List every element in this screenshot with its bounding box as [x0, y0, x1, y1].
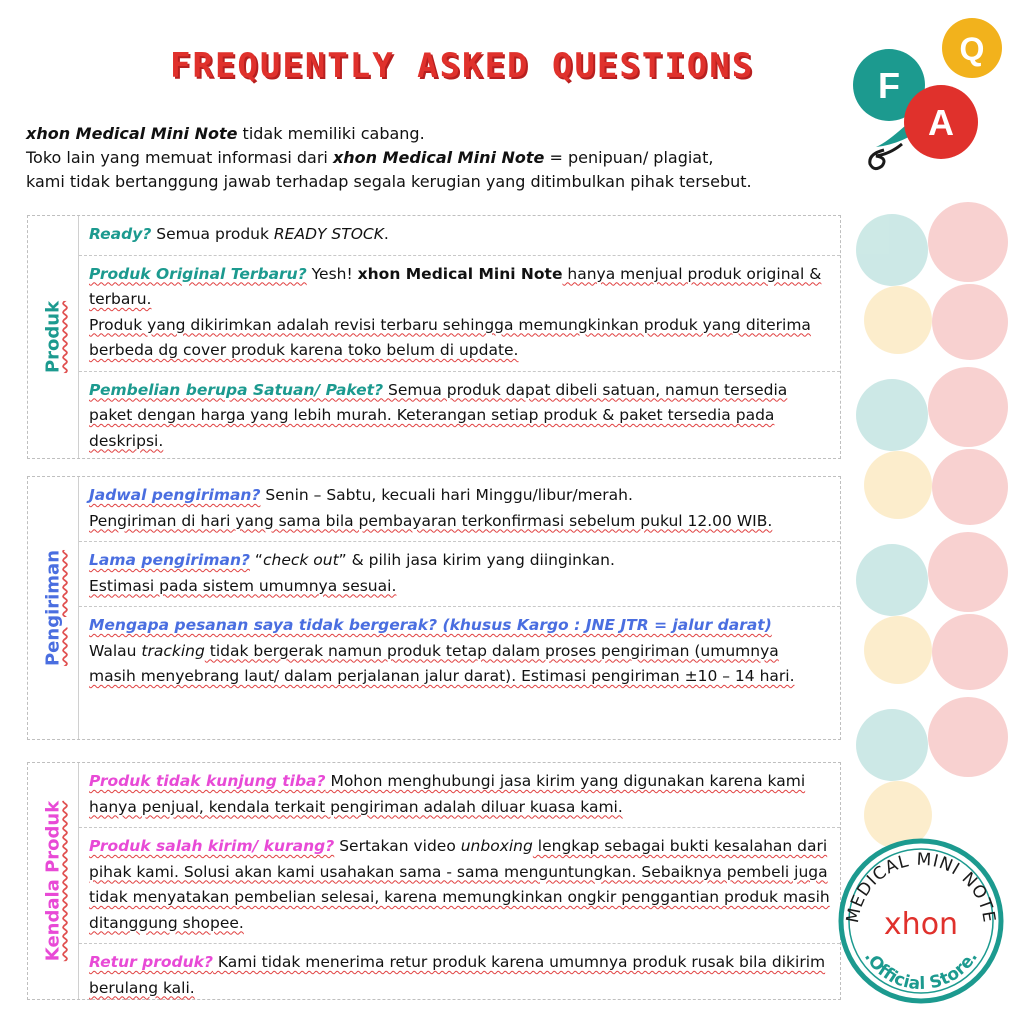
- faq-question: Produk Original Terbaru?: [89, 264, 307, 283]
- faq-answer: Yesh!: [306, 264, 358, 283]
- faq-logo: [844, 10, 1020, 180]
- stamp-bottom-text: .Official Store.: [860, 947, 982, 995]
- faq-answer-cont: hanya menjual produk original & terbaru.: [89, 264, 822, 308]
- faq-question: Pembelian berupa Satuan/ Paket?: [89, 380, 384, 399]
- faq-answer: Mohon menghubungi jasa kirim yang digunakan karena kami hanya penjual, kendala terkait pengiriman adalah diluar kuasa kami.: [89, 772, 806, 816]
- faq-answer-end: .: [383, 225, 389, 243]
- intro-brand-1: xhon Medical Mini Note: [26, 124, 238, 143]
- faq-answer-emphasis: check out: [262, 551, 339, 569]
- faq-answer: Sertakan video: [334, 837, 461, 855]
- faq-question: Jadwal pengiriman?: [89, 486, 261, 504]
- intro-line-3: kami tidak bertanggung jawab terhadap segala kerugian yang ditimbulkan pihak tersebut.: [26, 172, 752, 191]
- faq-answer-emphasis: unboxing: [460, 837, 533, 855]
- intro-line-1-text: tidak memiliki cabang.: [237, 124, 425, 143]
- faq-item-paket: [79, 372, 840, 462]
- faq-answer-detail: Pengiriman di hari yang sama bila pembayaran terkonfirmasi sebelum pukul 12.00 WIB.: [89, 511, 773, 530]
- faq-question: Retur produk?: [89, 953, 213, 971]
- section-title-kendala: Kendala Produk: [42, 800, 64, 962]
- faq-item-tidak-bergerak: [79, 607, 840, 697]
- intro-brand-2: xhon Medical Mini Note: [332, 148, 545, 167]
- faq-answer-emphasis: tracking: [141, 641, 205, 660]
- faq-answer-emphasis: READY STOCK: [273, 225, 384, 243]
- intro-line-2: [26, 146, 846, 170]
- faq-answer: Senin – Sabtu, kecuali hari Minggu/libur/merah.: [260, 486, 633, 504]
- faq-answer-end: lengkap sebagai bukti kesalahan dari pihak kami. Solusi akan kami usahakan sama - sama menguntungkan. Sebaiknya pembeli juga tidak menyatakan pembelian selesai, karena memungkinkan ongkir penggantian produk masih ditanggung shopee.: [89, 837, 830, 932]
- faq-item-ready: [79, 216, 840, 256]
- faq-answer: ” & pilih jasa kirim yang diinginkan.: [338, 551, 615, 569]
- faq-answer-brand: xhon Medical Mini Note: [357, 264, 563, 283]
- faq-answer: Walau: [89, 641, 142, 660]
- faq-question: Lama pengiriman?: [89, 551, 250, 569]
- faq-item-salah-kirim: [79, 828, 840, 944]
- section-label-pengiriman: [28, 477, 79, 739]
- faq-answer: Semua produk dapat dibeli satuan, namun tersedia paket dengan harga yang lebih murah. Keterangan setiap produk & paket tersedia pada deskripsi.: [89, 380, 788, 450]
- faq-question: Produk tidak kunjung tiba?: [89, 772, 326, 790]
- section-title-pengiriman: Pengiriman: [42, 549, 64, 667]
- faq-question: Produk salah kirim/ kurang?: [89, 837, 335, 855]
- section-pengiriman: [27, 476, 841, 740]
- faq-letter-a: A: [928, 102, 954, 143]
- faq-item-lama: [79, 542, 840, 607]
- section-label-kendala: [28, 763, 79, 999]
- section-produk: [27, 215, 841, 459]
- section-title-produk: Produk: [42, 300, 64, 374]
- intro-line-2-rest: = penipuan/ plagiat,: [544, 148, 714, 167]
- question-bubbles-decoration: [850, 190, 1024, 850]
- page-title: FREQUENTLY ASKED QUESTIONS: [170, 46, 755, 86]
- intro-notice: [26, 122, 846, 194]
- faq-letter-f: F: [878, 65, 900, 106]
- faq-question: Ready?: [89, 225, 152, 243]
- faq-answer: Semua produk: [151, 225, 274, 243]
- faq-question: Mengapa pesanan saya tidak bergerak? (khusus Kargo : JNE JTR = jalur darat): [89, 616, 772, 634]
- official-store-stamp: [836, 836, 1006, 1006]
- faq-item-jadwal: [79, 477, 840, 542]
- faq-item-original: [79, 256, 840, 372]
- faq-answer: Kami tidak menerima retur produk karena umumnya produk rusak bila dikirim berulang kali.: [89, 953, 826, 997]
- section-label-produk: [28, 216, 79, 458]
- faq-answer-detail: Produk yang dikirimkan adalah revisi terbaru sehingga memungkinkan produk yang diterima berbeda dg cover produk karena toko belum di update.: [89, 315, 811, 359]
- stamp-top-text: MEDICAL MINI NOTE: [842, 849, 999, 925]
- faq-answer-detail: Estimasi pada sistem umumnya sesuai.: [89, 576, 397, 595]
- intro-line-2-start: Toko lain yang memuat informasi dari: [26, 148, 333, 167]
- intro-line-1: [26, 122, 846, 146]
- faq-letter-q: Q: [959, 31, 985, 67]
- section-kendala-produk: [27, 762, 841, 1000]
- stamp-brand: xhon: [883, 907, 959, 942]
- faq-answer-quote: “: [250, 551, 263, 569]
- faq-item-tidak-tiba: [79, 763, 840, 828]
- faq-item-retur: [79, 944, 840, 1008]
- faq-answer-end: tidak bergerak namun produk tetap dalam proses pengiriman (umumnya masih menyebrang laut/ dalam perjalanan jalur darat). Estimasi pengiriman ±10 – 14 hari.: [89, 641, 795, 685]
